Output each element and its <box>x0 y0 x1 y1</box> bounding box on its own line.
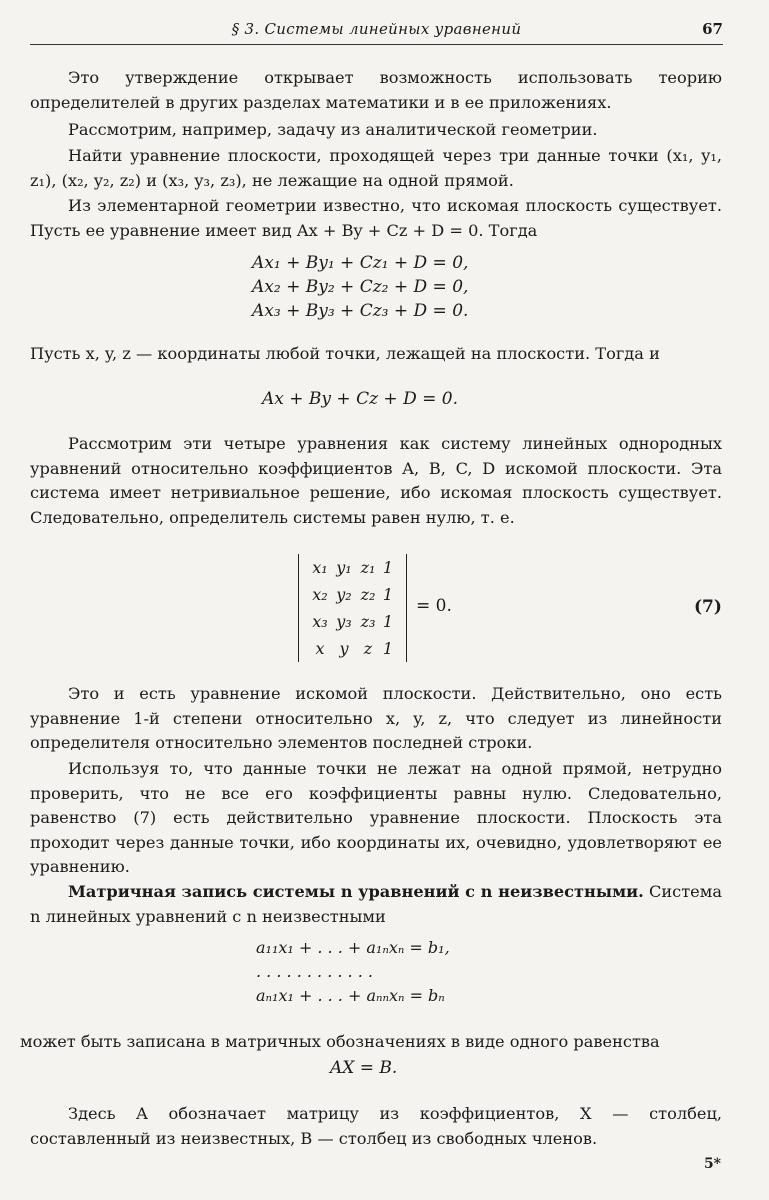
running-title: § 3. Системы линейных уравнений <box>231 20 522 38</box>
paragraph-1: Это утверждение открывает возможность использовать теорию определителей в других разделах математики и в ее приложениях. <box>30 68 722 112</box>
paragraph-6: Рассмотрим эти четыре уравнения как систему линейных однородных уравнений относительно коэффициентов A, B, C, D искомой плоскости. Эта система имеет нетривиальное решение, ибо искомая плоскость существует. Следовательно, определитель системы равен нулю, т. е. <box>30 434 722 527</box>
determinant <box>296 552 416 664</box>
equation-system-matrix: a₁₁x₁ + . . . + a₁ₙxₙ = b₁, . . . . . . . . . . . . aₙ₁x₁ + . . . + aₙₙxₙ = bₙ <box>256 938 450 1005</box>
determinant-cell: x <box>315 639 325 658</box>
determinant-cell: 1 <box>382 558 394 577</box>
determinant-cell: 1 <box>382 639 394 658</box>
equation-plane: Ax + By + Cz + D = 0. <box>262 389 458 409</box>
paragraph-7: Это и есть уравнение искомой плоскости. Действительно, оно есть уравнение 1-й степени относительно x, y, z, что следует из линейности определителя относительно элементов последней строки. <box>30 684 722 752</box>
determinant-right-bar <box>406 554 407 662</box>
determinant-cell: x₁ <box>312 558 328 577</box>
paragraph-2: Рассмотрим, например, задачу из аналитической геометрии. <box>68 120 598 139</box>
section-heading: Матричная запись системы n уравнений с n неизвестными. <box>68 882 644 901</box>
paragraph-4: Из элементарной геометрии известно, что искомая плоскость существует. Пусть ее уравнение имеет вид Ax + By + Cz + D = 0. Тогда <box>30 196 722 240</box>
paragraph-3: Найти уравнение плоскости, проходящей через три данные точки (x₁, y₁, z₁), (x₂, y₂, z₂) и (x₃, y₃, z₃), не лежащие на одной прямой. <box>30 146 722 190</box>
page-number: 67 <box>702 20 723 38</box>
determinant-grid <box>308 554 396 662</box>
determinant-cell: z₁ <box>360 558 376 577</box>
running-header <box>30 20 723 45</box>
determinant-cell: z₂ <box>360 585 376 604</box>
determinant-cell: 1 <box>382 585 394 604</box>
paragraph-8: Используя то, что данные точки не лежат на одной прямой, нетрудно проверить, что не все его коэффициенты равны нулю. Следовательно, равенство (7) есть действительно уравнение плоскости. Плоскость эта проходит через данные точки, ибо координаты их, очевидно, удовлетворяют ее уравнению. <box>30 759 722 876</box>
equation-number: (7) <box>694 597 722 617</box>
determinant-cell: z₃ <box>360 612 376 631</box>
determinant-cell: x₃ <box>312 612 328 631</box>
equation-matrix-form: AX = B. <box>330 1058 398 1078</box>
signature-mark: 5* <box>703 1156 721 1172</box>
paragraph-10: может быть записана в матричных обозначениях в виде одного равенства <box>20 1032 660 1051</box>
determinant-cell: 1 <box>382 612 394 631</box>
determinant-cell: y <box>339 639 349 658</box>
determinant-rhs: = 0. <box>416 596 452 616</box>
equation-system-points: Ax₁ + By₁ + Cz₁ + D = 0, Ax₂ + By₂ + Cz₂ + D = 0, Ax₃ + By₃ + Cz₃ + D = 0. <box>252 253 469 321</box>
determinant-cell: y₃ <box>336 612 352 631</box>
determinant-cell: y₁ <box>336 558 352 577</box>
determinant-cell: z <box>363 639 373 658</box>
determinant-left-bar <box>298 554 299 662</box>
paragraph-5: Пусть x, y, z — координаты любой точки, лежащей на плоскости. Тогда и <box>30 344 660 363</box>
determinant-cell: y₂ <box>336 585 352 604</box>
determinant-cell: x₂ <box>312 585 328 604</box>
paragraph-11: Здесь A обозначает матрицу из коэффициентов, X — столбец, составленный из неизвестных, B — столбец из свободных членов. <box>30 1104 722 1148</box>
paragraph-9: Матричная запись системы n уравнений с n неизвестными. Система n линейных уравнений с n неизвестными <box>30 882 722 926</box>
